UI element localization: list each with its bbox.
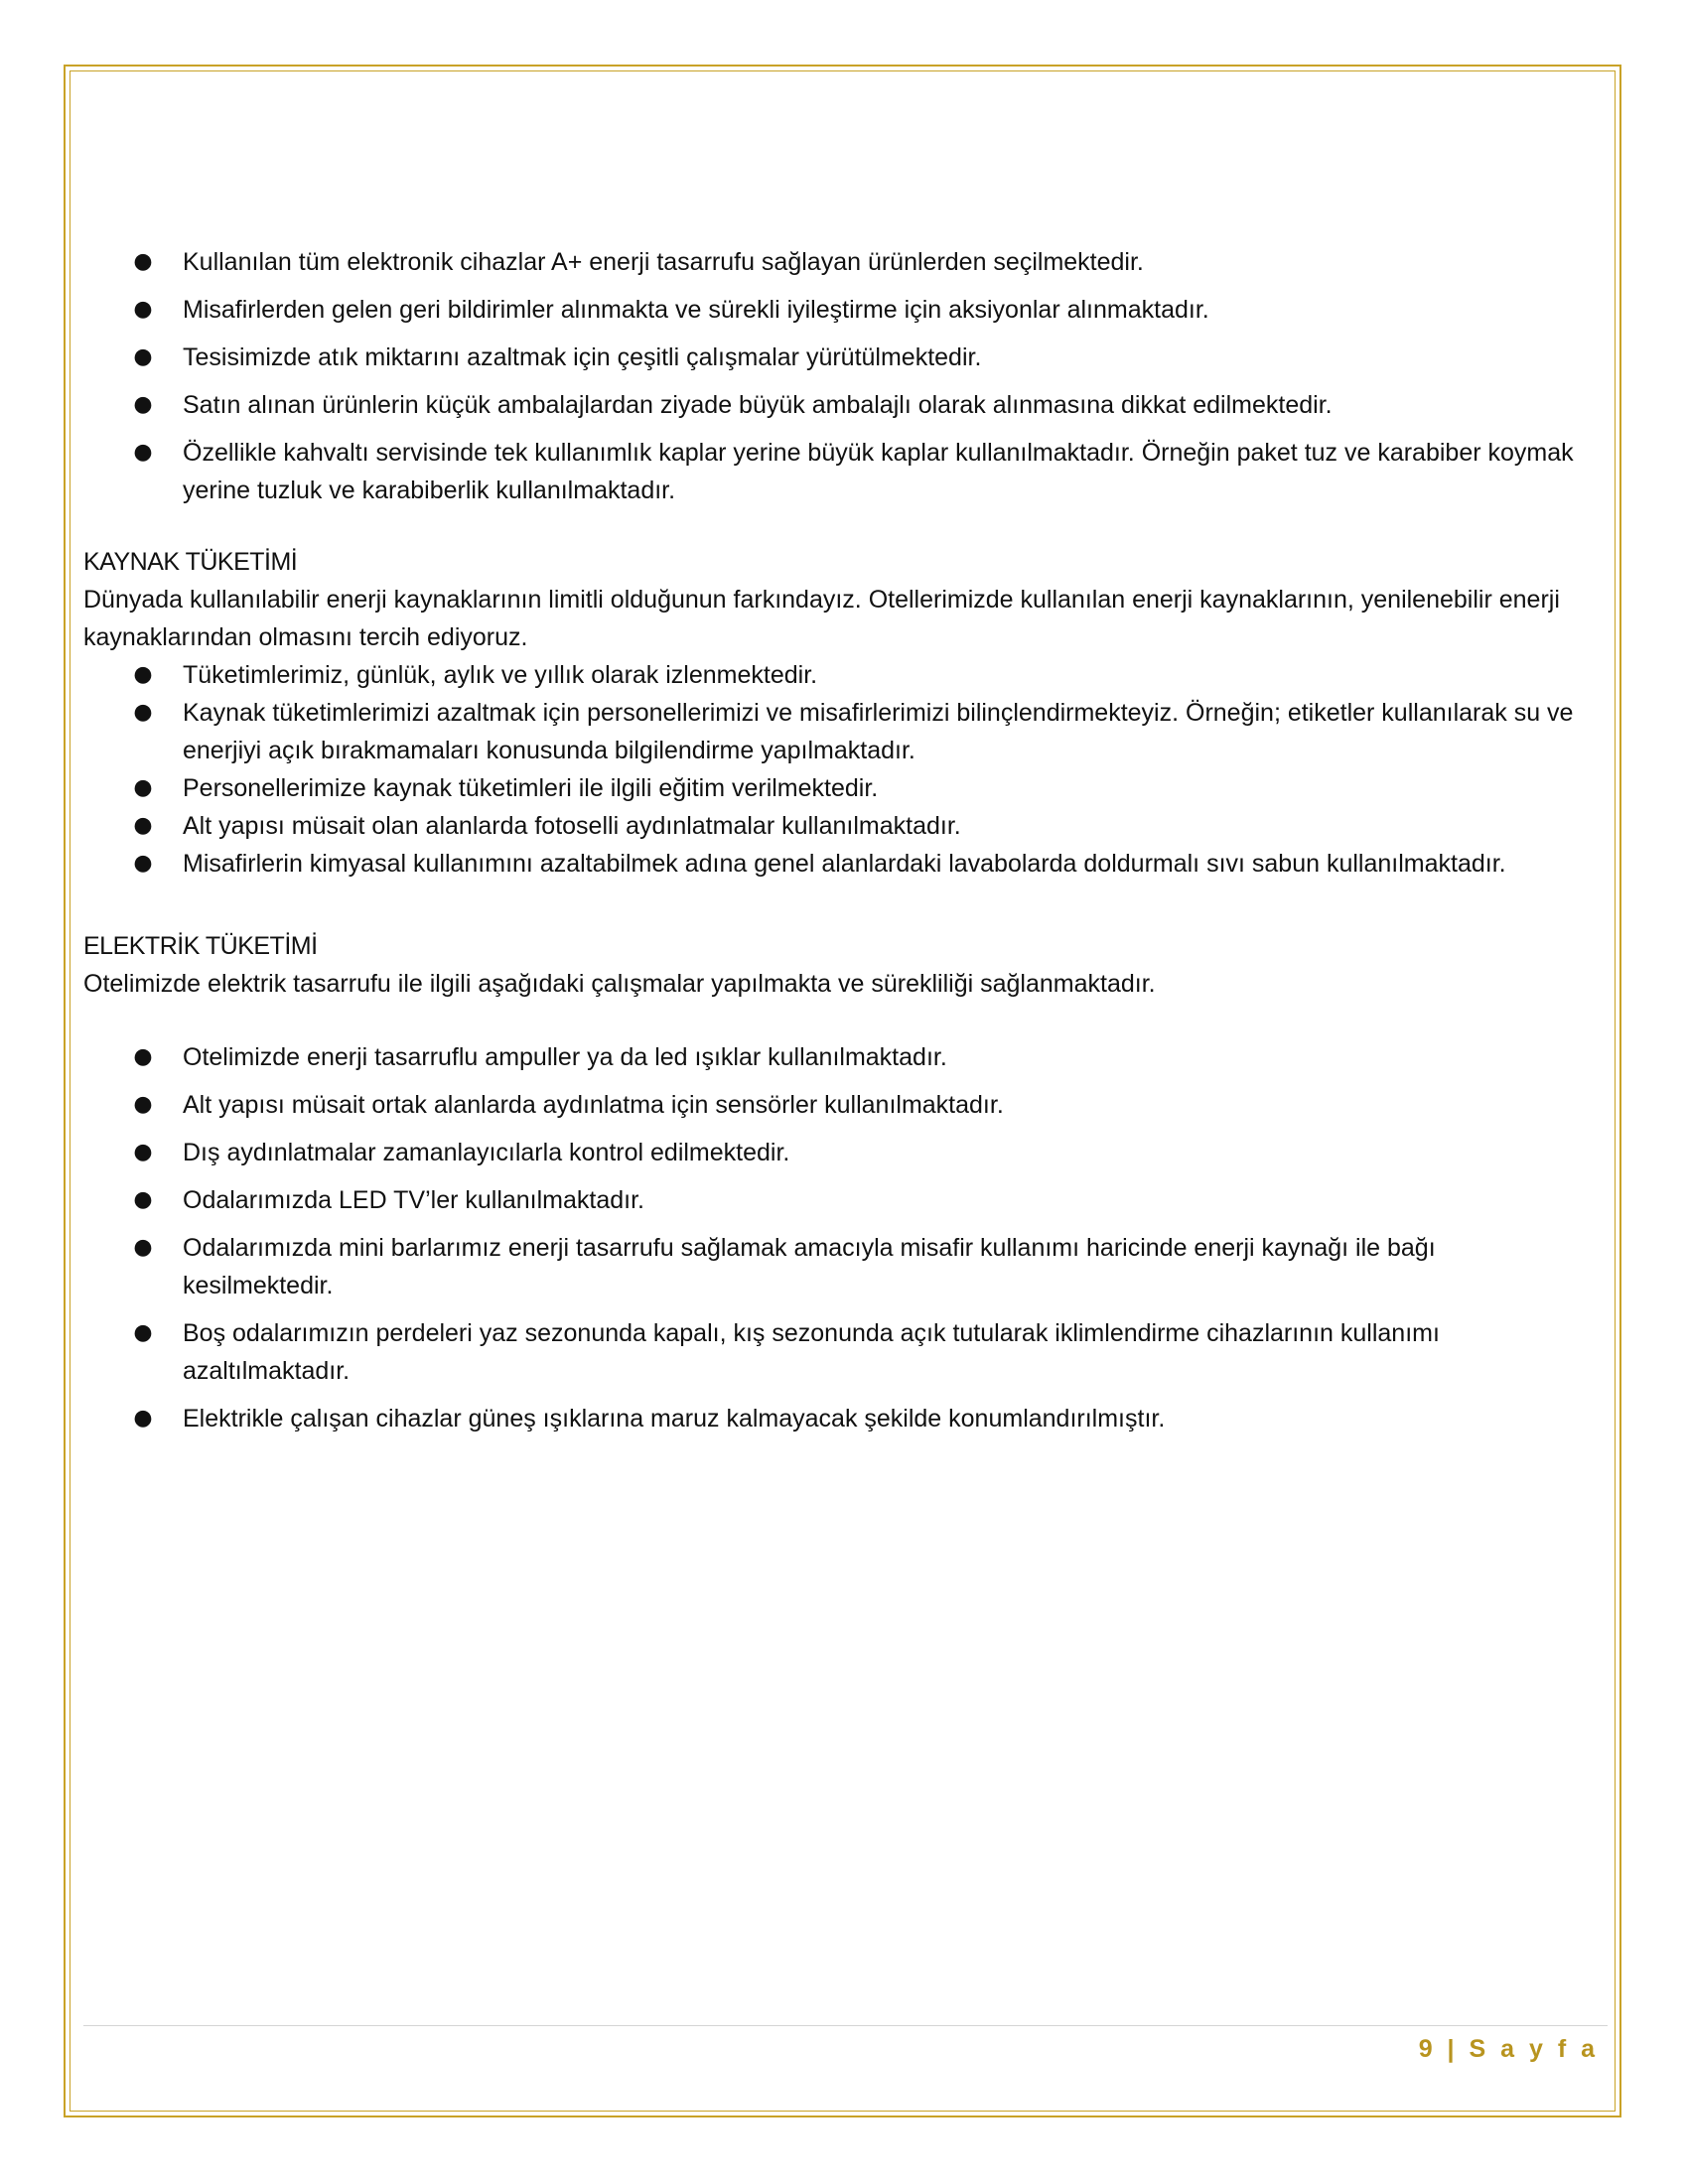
list-item: ● Alt yapısı müsait olan alanlarda fotoselli aydınlatmalar kullanılmaktadır. [83, 807, 1593, 845]
bullet-icon: ● [133, 1092, 153, 1117]
bullet-icon: ● [133, 440, 153, 465]
bullet-icon: ● [133, 775, 153, 800]
bullet-icon: ● [133, 851, 153, 876]
elektrik-paragraph: Otelimizde elektrik tasarrufu ile ilgili aşağıdaki çalışmalar yapılmakta ve sürekliliği sağlanmaktadır. [83, 970, 1156, 998]
bullet-icon: ● [133, 1235, 153, 1260]
list-item: ● Özellikle kahvaltı servisinde tek kullanımlık kaplar yerine büyük kaplar kullanılmaktadır. Örneğin paket tuz ve karabiber koymak yerine tuzluk ve karabiberlik kullanılmaktadır. [83, 434, 1593, 509]
bullet-icon: ● [133, 392, 153, 417]
bullet-icon: ● [133, 1187, 153, 1212]
bullet-icon: ● [133, 1140, 153, 1164]
kaynak-bullet-list [83, 656, 1593, 883]
list-item: ● Alt yapısı müsait ortak alanlarda aydınlatma için sensörler kullanılmaktadır. [83, 1086, 1593, 1124]
bullet-icon: ● [133, 344, 153, 369]
list-item: ● Personellerimize kaynak tüketimleri ile ilgili eğitim verilmektedir. [83, 769, 1593, 807]
list-item: ● Odalarımızda LED TV’ler kullanılmaktadır. [83, 1181, 1593, 1219]
list-item: ● Boş odalarımızın perdeleri yaz sezonunda kapalı, kış sezonunda açık tutularak iklimlendirme cihazlarının kullanımı azaltılmaktadır. [83, 1314, 1593, 1390]
bullet-icon: ● [133, 813, 153, 838]
list-item: ● Satın alınan ürünlerin küçük ambalajlardan ziyade büyük ambalajlı olarak alınmasına dikkat edilmektedir. [83, 386, 1593, 424]
bullet-icon: ● [133, 1406, 153, 1431]
list-item: ● Misafirlerden gelen geri bildirimler alınmakta ve sürekli iyileştirme için aksiyonlar alınmaktadır. [83, 291, 1593, 329]
footer-divider [83, 2025, 1608, 2026]
bullet-icon: ● [133, 1044, 153, 1069]
page-number: 9 | S a y f a [1418, 2035, 1599, 2063]
bullet-icon: ● [133, 249, 153, 274]
list-item: ● Elektrikle çalışan cihazlar güneş ışıklarına maruz kalmayacak şekilde konumlandırılmıştır. [83, 1400, 1593, 1437]
list-item: ● Kullanılan tüm elektronik cihazlar A+ enerji tasarrufu sağlayan ürünlerden seçilmektedir. [83, 243, 1593, 281]
bullet-icon: ● [133, 297, 153, 322]
bullet-icon: ● [133, 662, 153, 687]
bullet-icon: ● [133, 700, 153, 725]
list-item: ● Otelimizde enerji tasarruflu ampuller ya da led ışıklar kullanılmaktadır. [83, 1038, 1593, 1076]
list-item: ● Tesisimizde atık miktarını azaltmak için çeşitli çalışmalar yürütülmektedir. [83, 339, 1593, 376]
elektrik-bullet-list [83, 1038, 1593, 1437]
list-item: ● Kaynak tüketimlerimizi azaltmak için personellerimizi ve misafirlerimizi bilinçlendirmekteyiz. Örneğin; etiketler kullanılarak su ve enerjiyi açık bırakmamaları konusunda bilgilendirme yapılmaktadır. [83, 694, 1593, 769]
page-content [83, 243, 1593, 1447]
kaynak-paragraph: Dünyada kullanılabilir enerji kaynaklarının limitli olduğunun farkındayız. Otellerimizde kullanılan enerji kaynaklarının, yenilenebilir enerji kaynaklarından olmasını tercih ediyoruz. [83, 586, 1560, 651]
bullet-icon: ● [133, 1320, 153, 1345]
intro-bullet-list [83, 243, 1593, 509]
list-item: ● Tüketimlerimiz, günlük, aylık ve yıllık olarak izlenmektedir. [83, 656, 1593, 694]
list-item: ● Misafirlerin kimyasal kullanımını azaltabilmek adına genel alanlardaki lavabolarda doldurmalı sıvı sabun kullanılmaktadır. [83, 845, 1593, 883]
kaynak-heading: KAYNAK TÜKETİMİ [83, 548, 298, 576]
elektrik-heading: ELEKTRİK TÜKETİMİ [83, 932, 318, 960]
list-item: ● Dış aydınlatmalar zamanlayıcılarla kontrol edilmektedir. [83, 1134, 1593, 1171]
list-item: ● Odalarımızda mini barlarımız enerji tasarrufu sağlamak amacıyla misafir kullanımı haricinde enerji kaynağı ile bağı kesilmektedir. [83, 1229, 1593, 1304]
